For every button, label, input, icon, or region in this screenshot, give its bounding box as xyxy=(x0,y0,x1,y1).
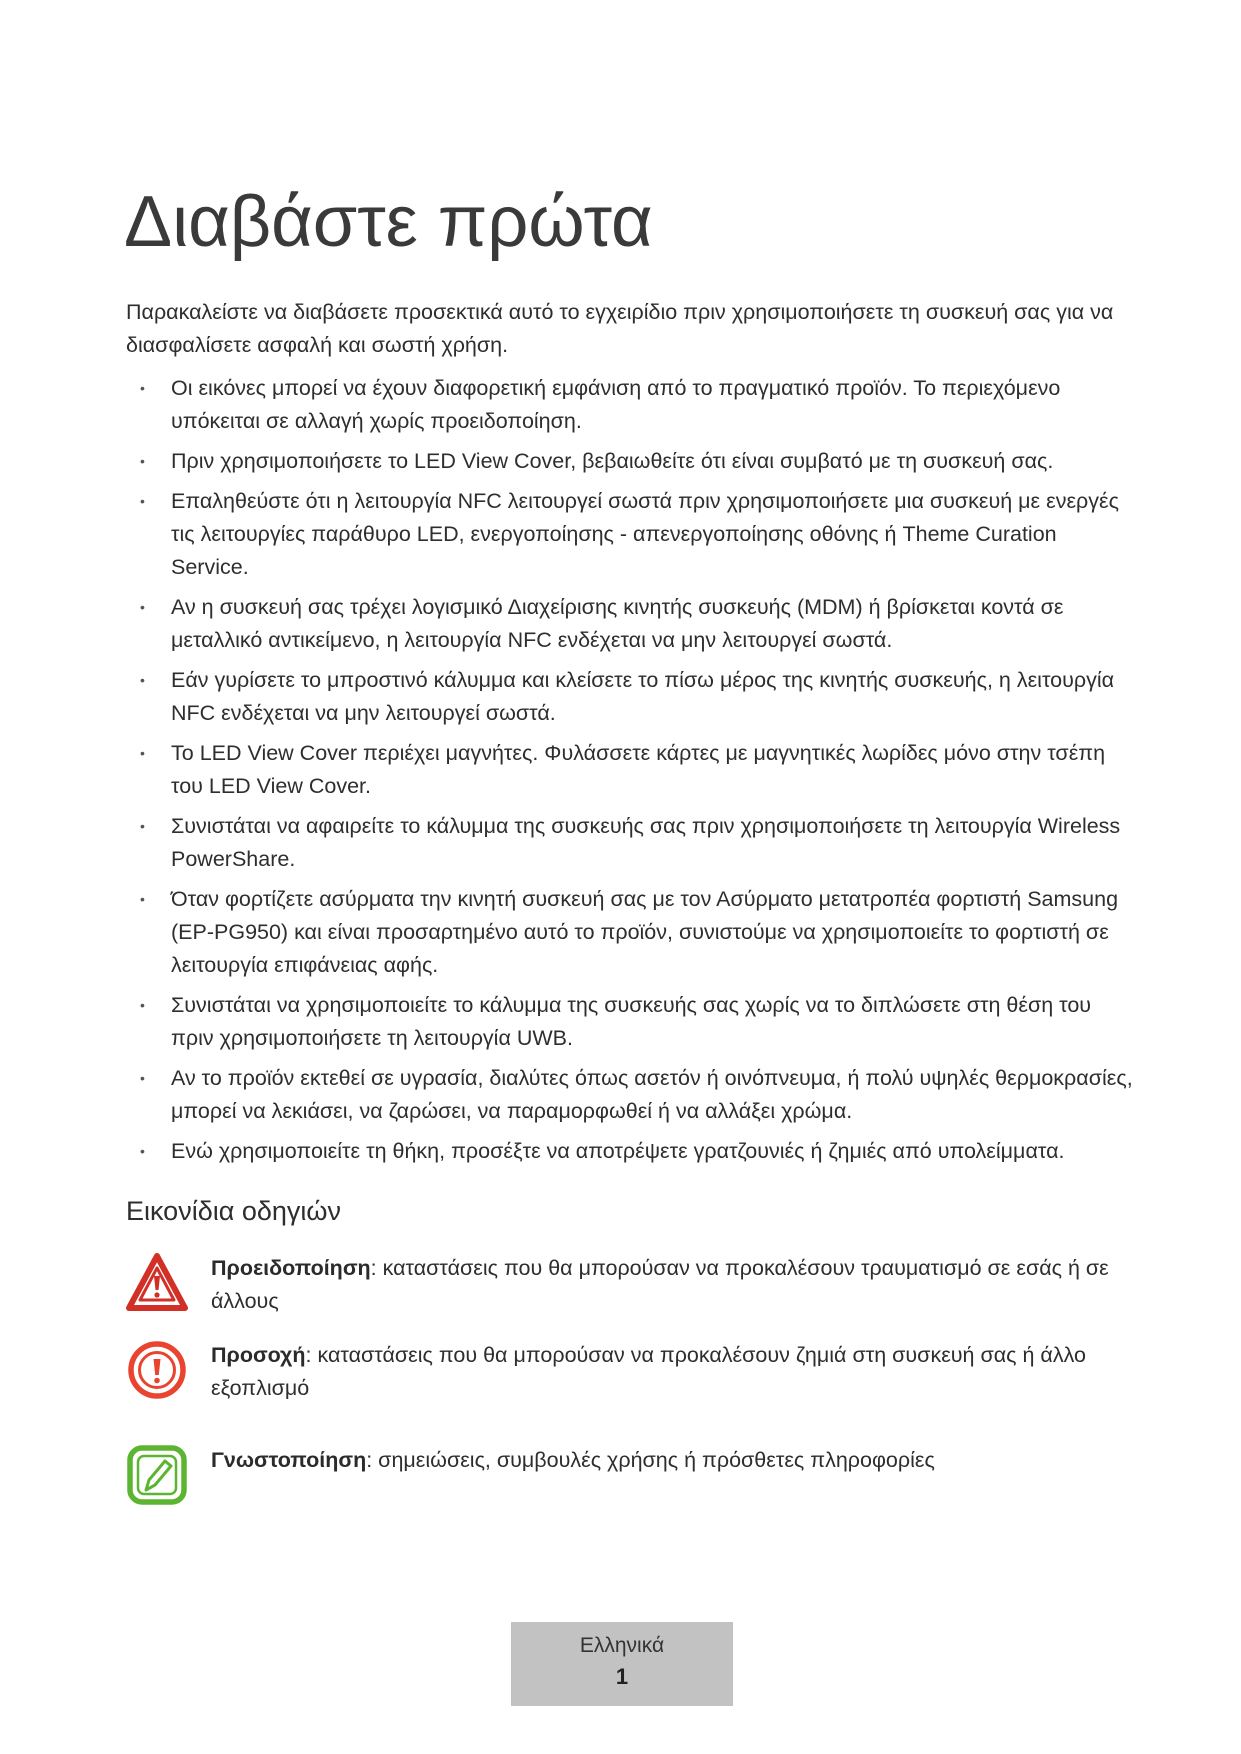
note-text xyxy=(211,1444,1131,1477)
note-label: Γνωστοποίηση xyxy=(211,1448,367,1472)
list-item xyxy=(126,485,1136,584)
page-title: Διαβάστε πρώτα xyxy=(124,182,653,262)
bullet-icon: • xyxy=(140,818,145,834)
note-description: : σημειώσεις, συμβουλές χρήσης ή πρόσθετες πληροφορίες xyxy=(366,1448,935,1472)
list-item xyxy=(126,989,1136,1055)
caution-text xyxy=(211,1339,1131,1405)
list-item-text: Αν το προϊόν εκτεθεί σε υγρασία, διαλύτες όπως ασετόν ή οινόπνευμα, ή πολύ υψηλές θερμοκρασίες, μπορεί να λεκιάσει, να ζαρώσει, να παραμορφωθεί ή να αλλάξει χρώμα. xyxy=(171,1066,1133,1123)
caution-circle-icon xyxy=(126,1339,188,1401)
list-item-text: Πριν χρησιμοποιήσετε το LED View Cover, βεβαιωθείτε ότι είναι συμβατό με τη συσκευή σας. xyxy=(171,449,1054,473)
page-number: 1 xyxy=(615,1664,629,1689)
bullet-icon: • xyxy=(140,997,145,1013)
list-item-text: Αν η συσκευή σας τρέχει λογισμικό Διαχείρισης κινητής συσκευής (MDM) ή βρίσκεται κοντά σε μεταλλικό αντικείμενο, η λειτουργία NFC ενδέχεται να μην λειτουργεί σωστά. xyxy=(171,595,1064,652)
warning-label: Προειδοποίηση xyxy=(211,1256,371,1280)
bullet-icon: • xyxy=(140,1070,145,1086)
warning-description: : καταστάσεις που θα μπορούσαν να προκαλέσουν τραυματισμό σε εσάς ή σε άλλους xyxy=(211,1256,1109,1313)
list-item-text: Συνιστάται να χρησιμοποιείτε το κάλυμμα της συσκευής σας χωρίς να το διπλώσετε στη θέση του πριν χρησιμοποιήσετε τη λειτουργία UWB. xyxy=(171,993,1092,1050)
warning-triangle-icon xyxy=(126,1252,188,1314)
list-item-text: Το LED View Cover περιέχει μαγνήτες. Φυλάσσετε κάρτες με μαγνητικές λωρίδες μόνο στην τσέπη του LED View Cover. xyxy=(171,741,1106,798)
footer-language: Ελληνικά xyxy=(579,1634,665,1657)
list-item xyxy=(126,372,1136,438)
warning-text xyxy=(211,1252,1131,1318)
list-item xyxy=(126,737,1136,803)
instructional-icons-heading: Εικονίδια οδηγιών xyxy=(126,1196,341,1226)
bullet-icon: • xyxy=(140,891,145,907)
bullet-icon: • xyxy=(140,380,145,396)
caution-notice xyxy=(126,1339,1126,1409)
list-item-text: Ενώ χρησιμοποιείτε τη θήκη, προσέξτε να αποτρέψετε γρατζουνιές ή ζημιές από υπολείμματα. xyxy=(171,1139,1065,1163)
warning-notice xyxy=(126,1252,1126,1322)
bullet-icon: • xyxy=(140,493,145,509)
bullet-icon: • xyxy=(140,672,145,688)
page-footer xyxy=(511,1622,733,1706)
list-item-text: Όταν φορτίζετε ασύρματα την κινητή συσκευή σας με τον Ασύρματο μετατροπέα φορτιστή Samsung (EP-PG950) και είναι προσαρτημένο αυτό το προϊόν, συνιστούμε να χρησιμοποιείτε το φορτιστή σε λειτουργία επιφάνειας αφής. xyxy=(171,887,1119,977)
list-item xyxy=(126,591,1136,657)
bullet-list xyxy=(126,372,1136,1175)
list-item xyxy=(126,1062,1136,1128)
note-pencil-icon xyxy=(126,1444,188,1506)
intro-paragraph: Παρακαλείστε να διαβάσετε προσεκτικά αυτό το εγχειρίδιο πριν χρησιμοποιήσετε τη συσκευή σας για να διασφαλίσετε ασφαλή και σωστή χρήση. xyxy=(126,300,1114,357)
note-notice xyxy=(126,1444,1126,1504)
caution-description: : καταστάσεις που θα μπορούσαν να προκαλέσουν ζημιά στη συσκευή σας ή άλλο εξοπλισμό xyxy=(211,1343,1086,1400)
bullet-icon: • xyxy=(140,1143,145,1159)
list-item-text: Οι εικόνες μπορεί να έχουν διαφορετική εμφάνιση από το πραγματικό προϊόν. Το περιεχόμενο υπόκειται σε αλλαγή χωρίς προειδοποίηση. xyxy=(171,376,1061,433)
list-item-text: Συνιστάται να αφαιρείτε το κάλυμμα της συσκευής σας πριν χρησιμοποιήσετε τη λειτουργία Wireless PowerShare. xyxy=(171,814,1121,871)
list-item-text: Επαληθεύστε ότι η λειτουργία NFC λειτουργεί σωστά πριν χρησιμοποιήσετε μια συσκευή με ενεργές τις λειτουργίες παράθυρο LED, ενεργοποίησης - απενεργοποίησης οθόνης ή Theme Curation Service. xyxy=(171,489,1119,579)
caution-label: Προσοχή xyxy=(211,1343,306,1367)
list-item xyxy=(126,664,1136,730)
bullet-icon: • xyxy=(140,599,145,615)
bullet-icon: • xyxy=(140,453,145,469)
list-item xyxy=(126,883,1136,982)
bullet-icon: • xyxy=(140,745,145,761)
list-item-text: Εάν γυρίσετε το μπροστινό κάλυμμα και κλείσετε το πίσω μέρος της κινητής συσκευής, η λειτουργία NFC ενδέχεται να μην λειτουργεί σωστά. xyxy=(171,668,1115,725)
list-item xyxy=(126,445,1136,478)
list-item xyxy=(126,1135,1136,1168)
list-item xyxy=(126,810,1136,876)
